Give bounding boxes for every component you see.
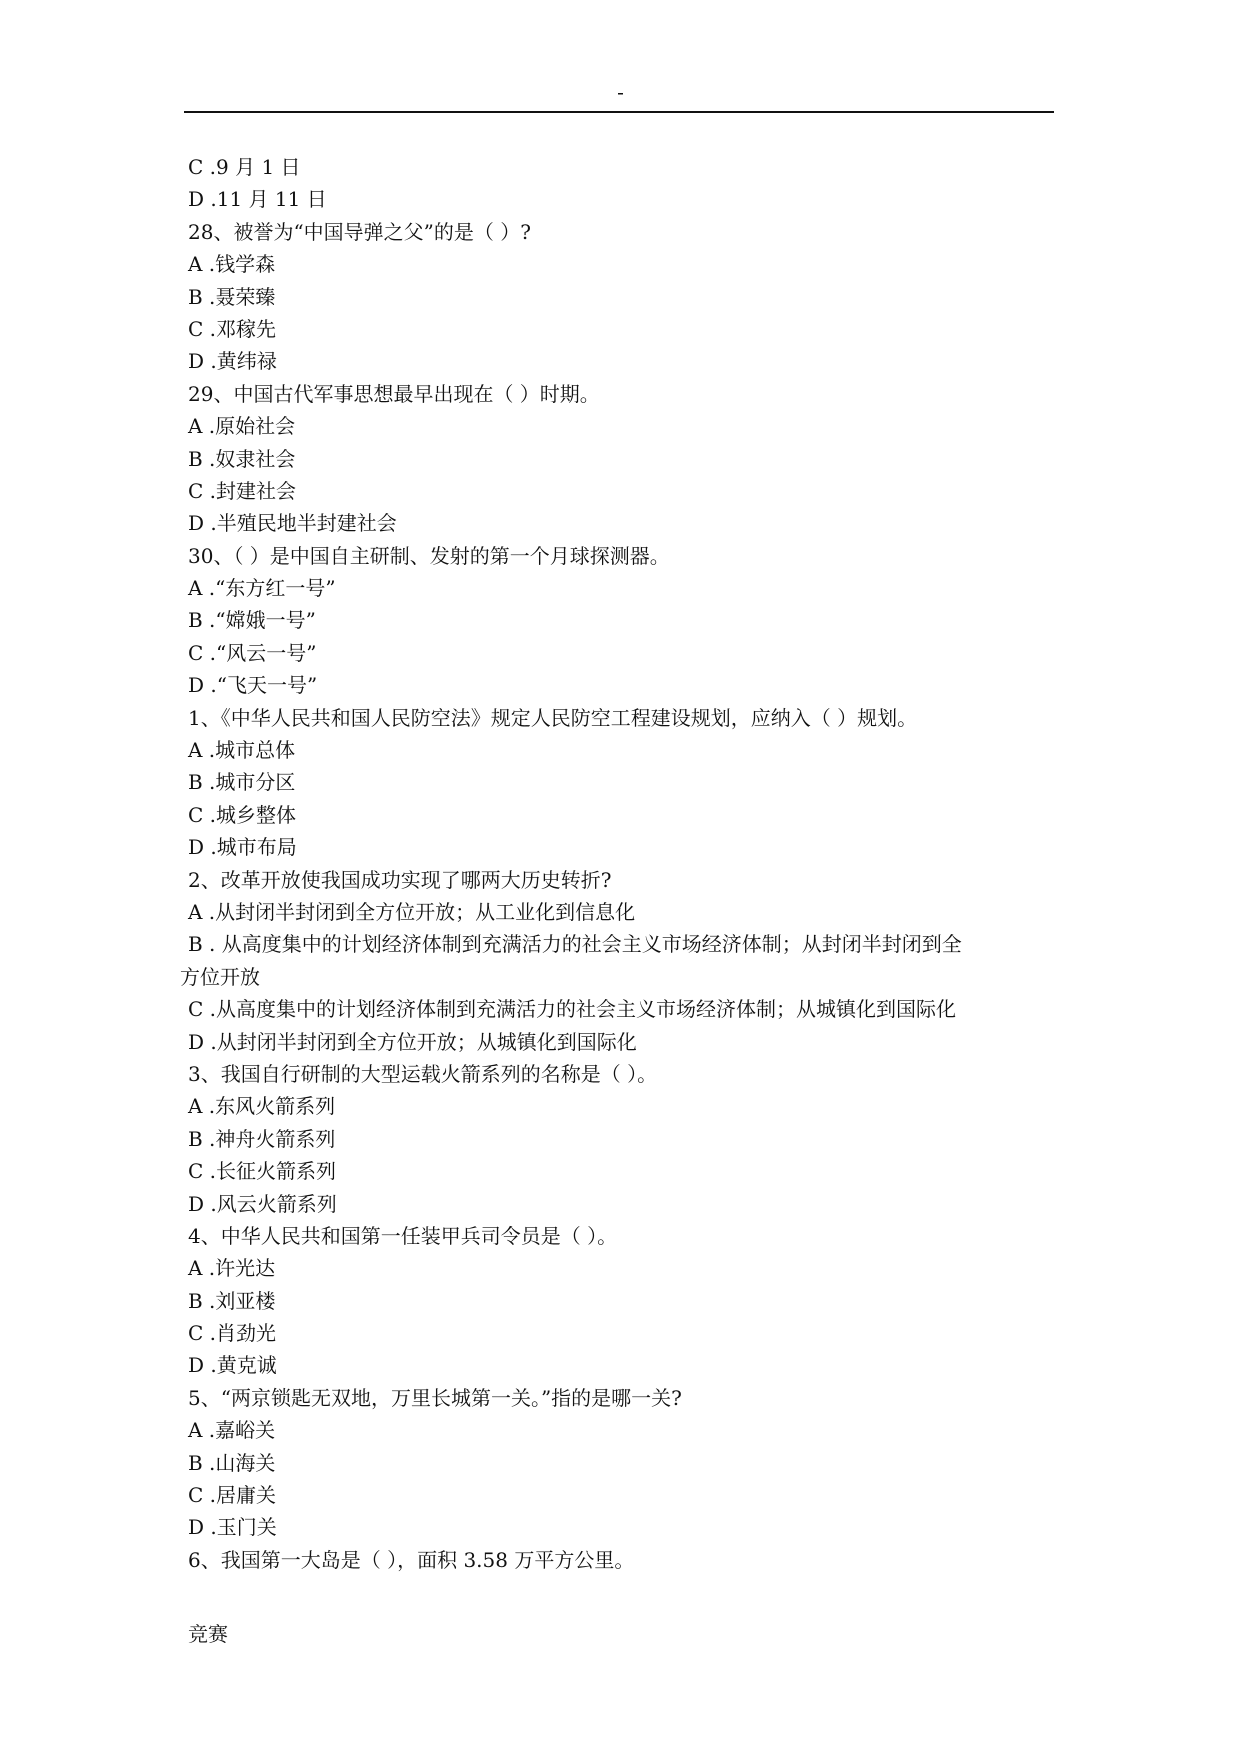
option-line: C .从高度集中的计划经济体制到充满活力的社会主义市场经济体制；从城镇化到国际化 [188, 997, 957, 1022]
option-line: D .黄纬禄 [188, 349, 277, 374]
option-line: C .封建社会 [188, 478, 297, 503]
option-line: A .钱学森 [188, 252, 276, 277]
option-line: B .奴隶社会 [188, 446, 296, 471]
question-line: 3、我国自行研制的大型运载火箭系列的名称是（ ）。 [188, 1061, 658, 1086]
page-footer: 竞赛 [188, 1622, 228, 1646]
question-line: 2、改革开放使我国成功实现了哪两大历史转折? [188, 867, 612, 892]
option-line: D .城市布局 [188, 835, 297, 860]
option-line: C .长征火箭系列 [188, 1159, 337, 1184]
option-line: A .城市总体 [188, 738, 296, 763]
option-line: A .东风火箭系列 [188, 1094, 336, 1119]
option-line: B .神舟火箭系列 [188, 1126, 336, 1151]
option-line: B . 从高度集中的计划经济体制到充满活力的社会主义市场经济体制；从封闭半封闭到全 [188, 932, 962, 957]
option-line: D .“飞天一号” [188, 673, 318, 698]
option-line: D .半殖民地半封建社会 [188, 511, 397, 536]
option-line: A .嘉峪关 [188, 1418, 276, 1443]
option-line: A .“东方红一号” [188, 576, 336, 601]
option-line: B .刘亚楼 [188, 1288, 276, 1313]
document-body [180, 151, 1058, 1576]
question-line: 28、被誉为“中国导弹之父”的是（ ）? [188, 219, 531, 244]
option-line: A .许光达 [188, 1256, 276, 1281]
option-line: B .城市分区 [188, 770, 296, 795]
question-line: 6、我国第一大岛是（ ），面积 3.58 万平方公里。 [188, 1547, 635, 1572]
option-line: C .居庸关 [188, 1483, 277, 1508]
question-line: 4、中华人民共和国第一任装甲兵司令员是（ ）。 [188, 1223, 618, 1248]
option-continuation-line: 方位开放 [180, 964, 260, 989]
option-line: B .山海关 [188, 1450, 276, 1475]
option-line: A .从封闭半封闭到全方位开放；从工业化到信息化 [188, 899, 636, 924]
option-line: D .风云火箭系列 [188, 1191, 337, 1216]
question-line: 5、“两京锁匙无双地，万里长城第一关。”指的是哪一关? [188, 1385, 682, 1410]
option-line: D .11 月 11 日 [188, 187, 327, 212]
option-line: C .邓稼先 [188, 316, 277, 341]
option-line: D .玉门关 [188, 1515, 277, 1540]
question-line: 30、（ ）是中国自主研制、发射的第一个月球探测器。 [188, 543, 670, 568]
option-line: D .黄克诚 [188, 1353, 277, 1378]
header-mark: - [617, 80, 624, 104]
option-line: C .城乡整体 [188, 802, 297, 827]
option-line: B .“嫦娥一号” [188, 608, 316, 633]
option-line: A .原始社会 [188, 414, 296, 439]
option-line: B .聂荣臻 [188, 284, 276, 309]
question-line: 1、《中华人民共和国人民防空法》规定人民防空工程建设规划，应纳入（ ）规划。 [188, 705, 918, 730]
option-line: D .从封闭半封闭到全方位开放；从城镇化到国际化 [188, 1029, 637, 1054]
option-line: C .9 月 1 日 [188, 155, 301, 179]
question-line: 29、中国古代军事思想最早出现在（ ）时期。 [188, 381, 600, 406]
option-line: C .“风云一号” [188, 640, 317, 665]
option-line: C .肖劲光 [188, 1321, 277, 1346]
header-rule [184, 111, 1054, 113]
